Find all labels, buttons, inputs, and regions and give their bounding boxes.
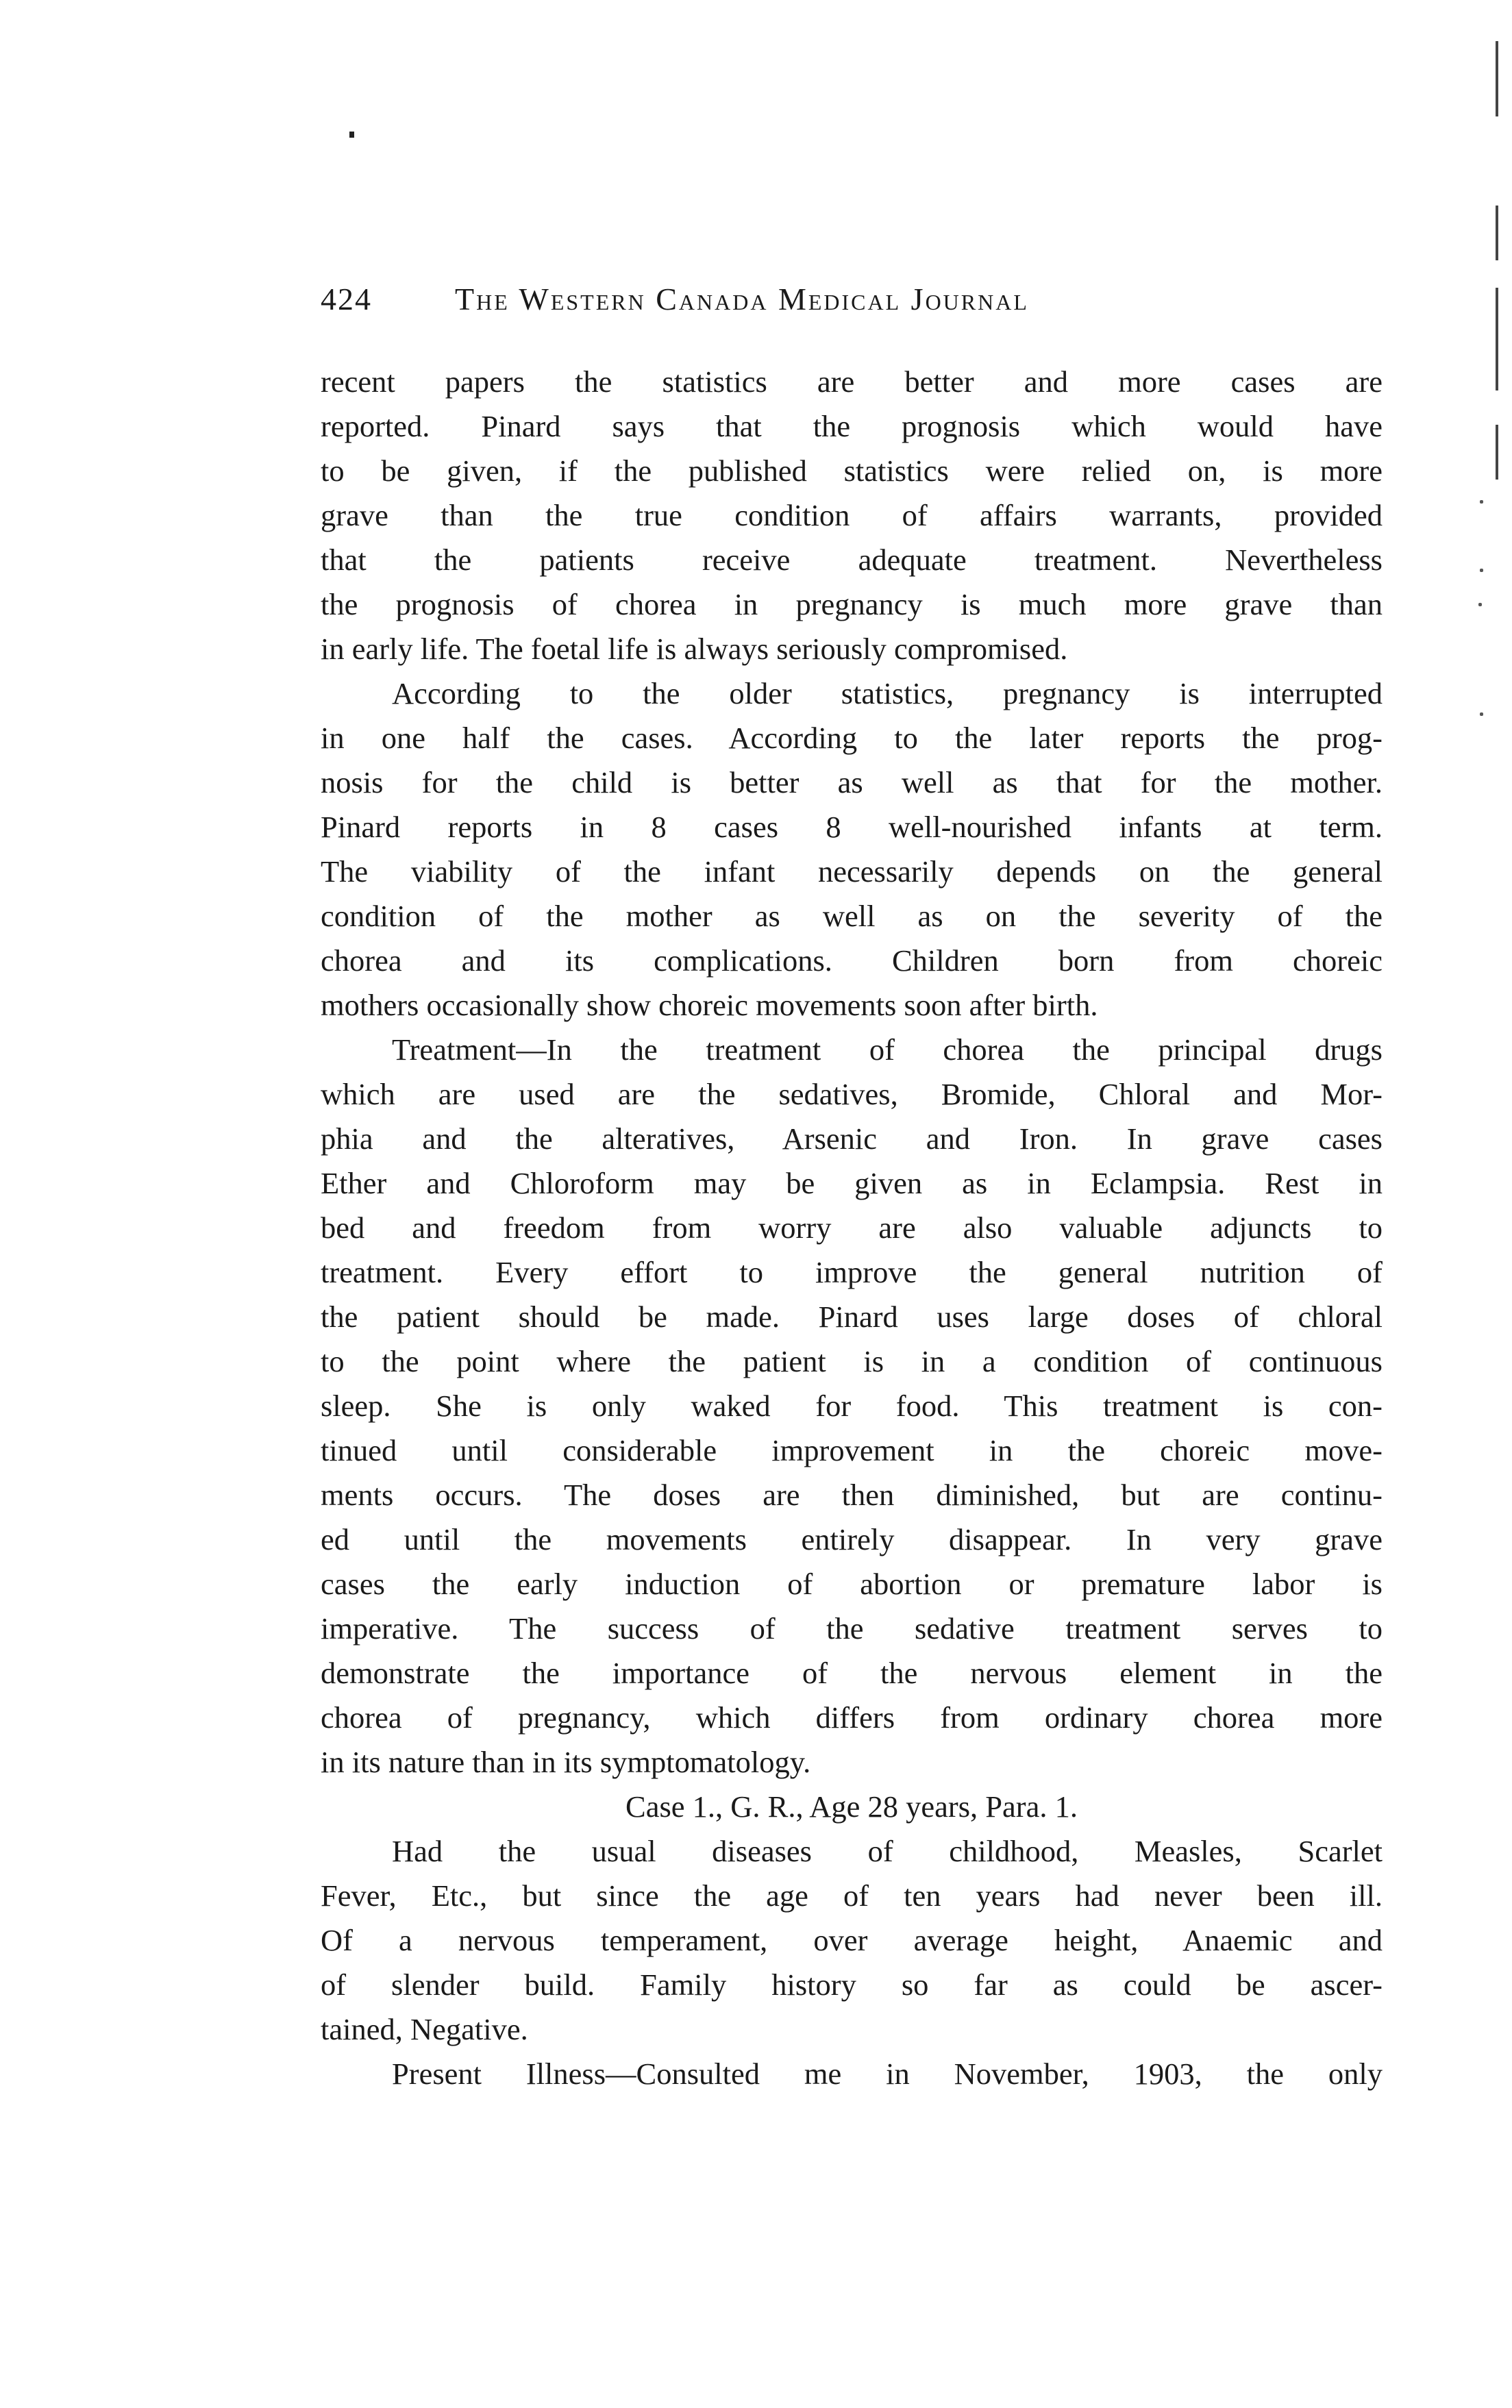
text-line: reported. Pinard says that the prognosis which would have (321, 409, 1383, 443)
running-header (321, 281, 1389, 329)
text-line: Present Illness—Consulted me in November, 1903, the only (392, 2057, 1383, 2091)
edge-speck (1480, 712, 1483, 716)
page-edge-line (1496, 425, 1498, 480)
text-line: in early life. The foetal life is always seriously compromised. (321, 632, 1068, 666)
text-line: in its nature than in its symptomatology. (321, 1745, 811, 1779)
text-line: the prognosis of chorea in pregnancy is much more grave than (321, 587, 1383, 621)
text-line: chorea and its complications. Children born from choreic (321, 943, 1383, 978)
text-line: imperative. The success of the sedative treatment serves to (321, 1611, 1383, 1646)
text-line: According to the older statistics, pregnancy is interrupted (392, 676, 1383, 710)
text-line: bed and freedom from worry are also valuable adjuncts to (321, 1211, 1383, 1245)
journal-title: The Western Canada Medical Journal (455, 282, 1029, 316)
text-line: demonstrate the importance of the nervous element in the (321, 1656, 1383, 1690)
ink-speck (349, 132, 354, 138)
text-line: The viability of the infant necessarily depends on the general (321, 854, 1383, 889)
text-line: Pinard reports in 8 cases 8 well-nourished infants at term. (321, 810, 1383, 844)
text-line: phia and the alteratives, Arsenic and Iron. In grave cases (321, 1121, 1383, 1156)
text-line: Treatment—In the treatment of chorea the principal drugs (392, 1032, 1383, 1067)
text-line: Fever, Etc., but since the age of ten years had never been ill. (321, 1878, 1383, 1913)
edge-speck (1478, 603, 1482, 606)
page-edge-line (1496, 41, 1498, 116)
text-line: in one half the cases. According to the later reports the prog- (321, 721, 1383, 755)
page-edge-line (1496, 288, 1498, 390)
text-line: chorea of pregnancy, which differs from ordinary chorea more (321, 1700, 1383, 1735)
text-line: nosis for the child is better as well as that for the mother. (321, 765, 1383, 799)
text-line: ed until the movements entirely disappear. In very grave (321, 1522, 1383, 1556)
text-line: sleep. She is only waked for food. This treatment is con- (321, 1389, 1383, 1423)
text-line: Had the usual diseases of childhood, Measles, Scarlet (392, 1834, 1383, 1868)
text-line: mothers occasionally show choreic movements soon after birth. (321, 988, 1098, 1022)
text-line: cases the early induction of abortion or premature labor is (321, 1567, 1383, 1601)
text-line: treatment. Every effort to improve the general nutrition of (321, 1255, 1383, 1289)
text-line: ments occurs. The doses are then diminished, but are continu- (321, 1478, 1383, 1512)
body-text (321, 360, 1383, 2096)
text-line: that the patients receive adequate treatment. Nevertheless (321, 543, 1383, 577)
edge-speck (1480, 500, 1483, 504)
text-line: Of a nervous temperament, over average height, Anaemic and (321, 1923, 1383, 1957)
text-line: tinued until considerable improvement in the choreic move- (321, 1433, 1383, 1467)
text-line: to be given, if the published statistics were relied on, is more (321, 454, 1383, 488)
page-edge-line (1496, 206, 1498, 260)
text-line: which are used are the sedatives, Bromide, Chloral and Mor- (321, 1077, 1383, 1111)
text-line: recent papers the statistics are better and more cases are (321, 364, 1383, 399)
case-heading: Case 1., G. R., Age 28 years, Para. 1. (625, 1789, 1078, 1824)
text-line: grave than the true condition of affairs warrants, provided (321, 498, 1383, 532)
text-line: of slender build. Family history so far as could be ascer- (321, 1968, 1383, 2002)
text-line: the patient should be made. Pinard uses large doses of chloral (321, 1300, 1383, 1334)
text-line: to the point where the patient is in a condition of continuous (321, 1344, 1383, 1378)
text-line: tained, Negative. (321, 2012, 528, 2046)
text-line: Ether and Chloroform may be given as in Eclampsia. Rest in (321, 1166, 1383, 1200)
page-number: 424 (321, 282, 372, 316)
text-line: condition of the mother as well as on the severity of the (321, 899, 1383, 933)
edge-speck (1480, 569, 1483, 572)
